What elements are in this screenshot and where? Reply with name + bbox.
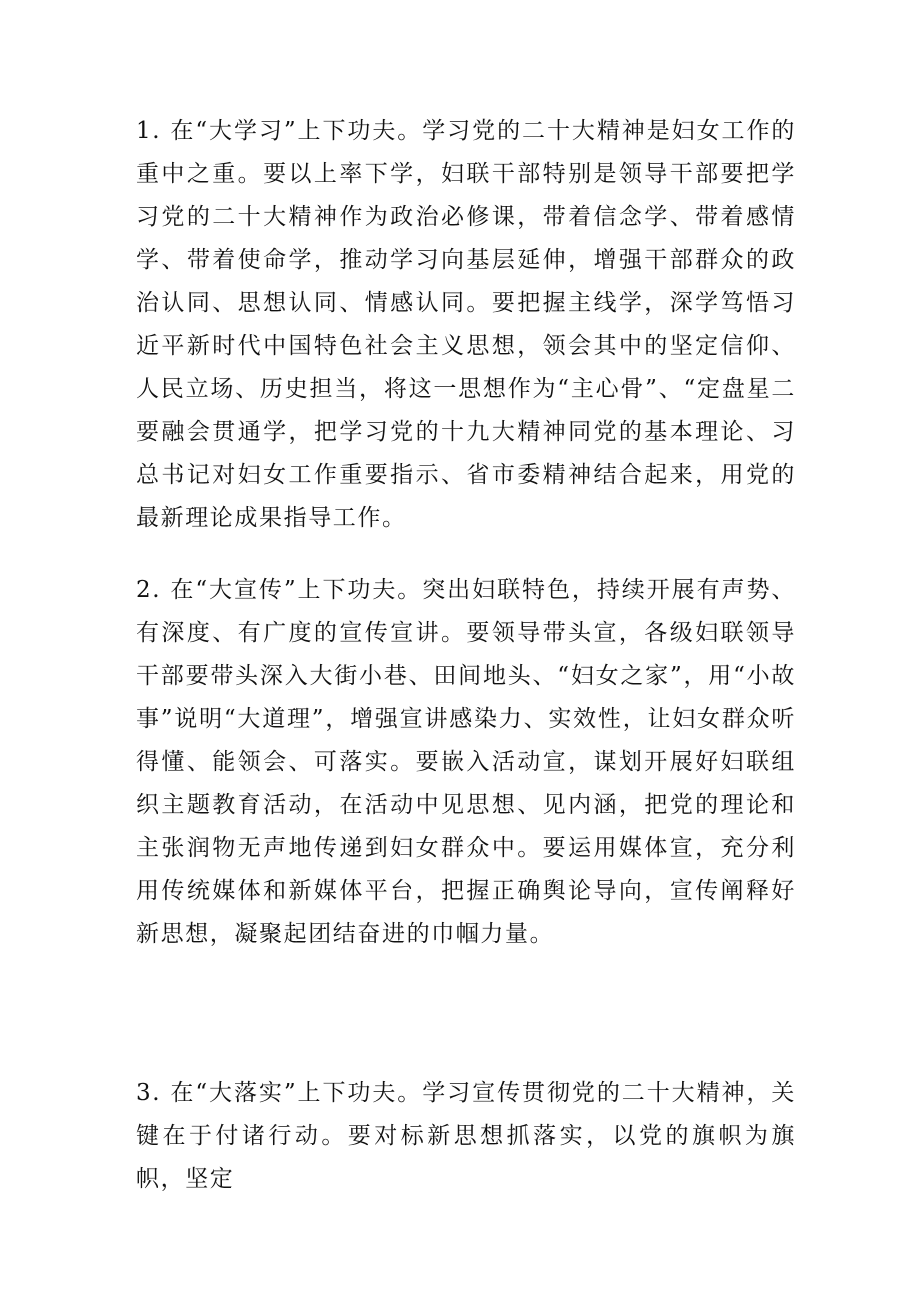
paragraph-3: 3. 在“大落实”上下功夫。学习宣传贯彻党的二十大精神，关键在于付诸行动。要对标新思想抓落实，以党的旗帜为旗帜，坚定 bbox=[136, 1080, 796, 1192]
paragraph-1: 1. 在“大学习”上下功夫。学习党的二十大精神是妇女工作的重中之重。要以上率下学，妇联干部特别是领导干部要把学习党的二十大精神作为政治必修课，带着信念学、带着感情学、带着使命学，推动学习向基层延伸，增强干部群众的政治认同、思想认同、情感认同。要把握主线学，深学笃悟习近平新时代中国特色社会主义思想，领会其中的坚定信仰、人民立场、历史担当，将这一思想作为“主心骨”、“定盘星二要融会贯通学，把学习党的十九大精神同党的基本理论、习总书记对妇女工作重要指示、省市委精神结合起来，用党的最新理论成果指导工作。 bbox=[136, 118, 796, 531]
paragraph-2: 2. 在“大宣传”上下功夫。突出妇联特色，持续开展有声势、有深度、有广度的宣传宣讲。要领导带头宣，各级妇联领导干部要带头深入大街小巷、田间地头、“妇女之家”，用“小故事”说明“大道理”，增强宣讲感染力、实效性，让妇女群众听得懂、能领会、可落实。要嵌入活动宣，谋划开展好妇联组织主题教育活动，在活动中见思想、见内涵，把党的理论和主张润物无声地传递到妇女群众中。要运用媒体宣，充分利用传统媒体和新媒体平台，把握正确舆论导向，宣传阐释好新思想，凝聚起团结奋进的巾帼力量。 bbox=[136, 577, 796, 947]
